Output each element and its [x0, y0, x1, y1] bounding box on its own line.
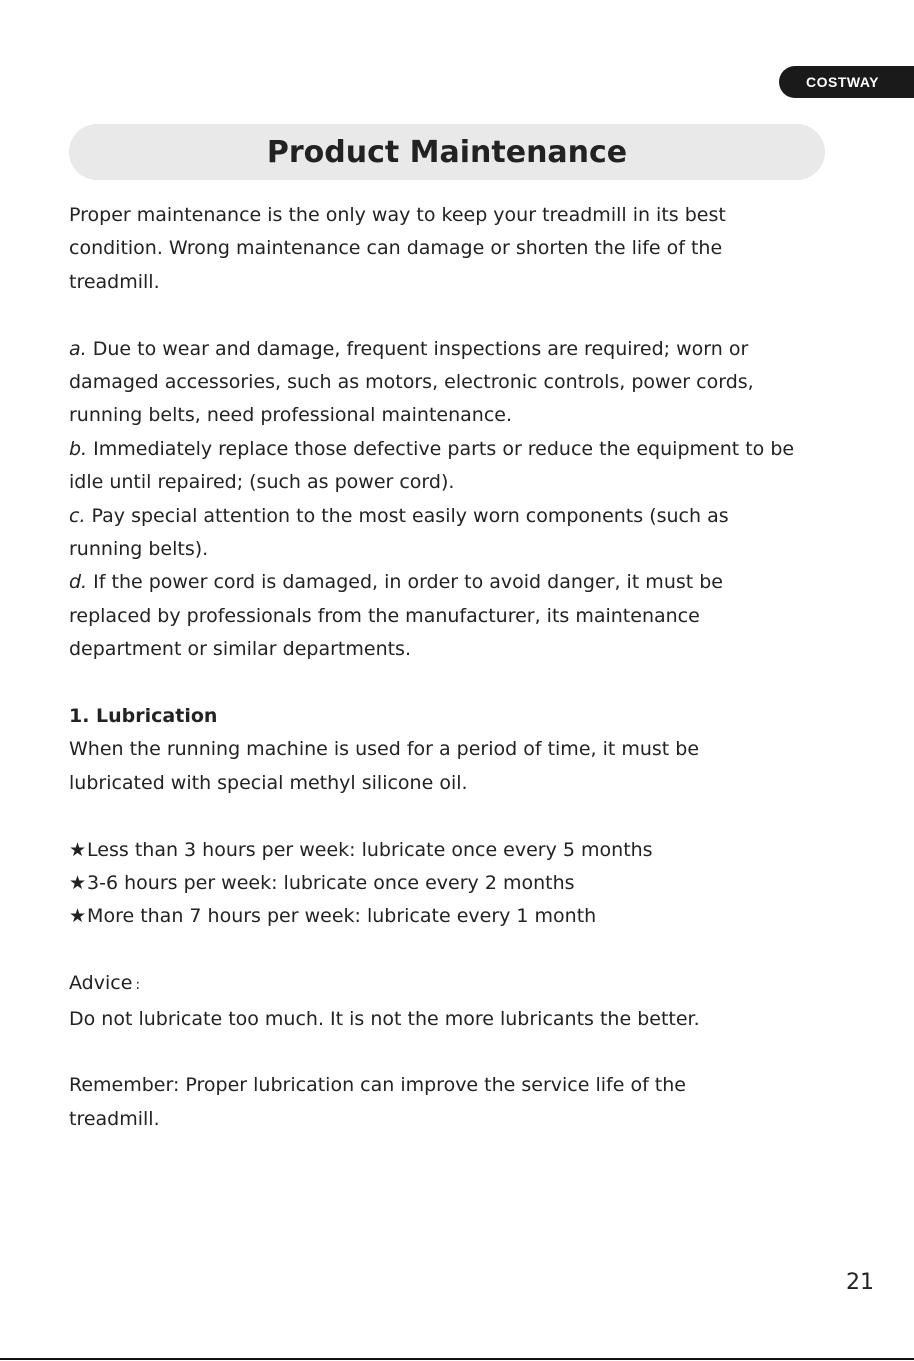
item-letter: c.	[69, 504, 86, 527]
schedule-text: More than 7 hours per week: lubricate every 1 month	[87, 905, 597, 928]
item-text: Pay special attention to the most easily worn components (such as running belts).	[69, 504, 729, 561]
item-letter: a.	[69, 337, 87, 360]
schedule-item	[69, 834, 829, 867]
item-text: Immediately replace those defective parts or reduce the equipment to be idle until repaired; (such as power cord).	[69, 437, 795, 494]
item-letter: b.	[69, 437, 88, 460]
item-text: Due to wear and damage, frequent inspections are required; worn or damaged accessories, such as motors, electronic controls, power cords, running belts, need professional maintenance.	[69, 337, 754, 427]
brand-logo	[779, 66, 914, 98]
schedule-item	[69, 867, 829, 900]
page-title: Product Maintenance	[266, 134, 628, 170]
maintenance-item-b	[69, 433, 814, 500]
maintenance-item-c	[69, 500, 781, 567]
intro-paragraph: Proper maintenance is the only way to keep your treadmill in its best condition. Wrong maintenance can damage or shorten the life of the treadmill.	[69, 204, 726, 293]
star-icon: ★	[69, 838, 87, 861]
item-text: If the power cord is damaged, in order to avoid danger, it must be replaced by professionals from the manufacturer, its maintenance department or similar departments.	[69, 571, 723, 661]
star-icon: ★	[69, 872, 87, 895]
brand-label: COSTWAY	[806, 74, 879, 90]
page-number: 21	[846, 1270, 874, 1295]
star-icon: ★	[69, 905, 87, 928]
lubrication-text: When the running machine is used for a period of time, it must be lubricated with special methyl silicone oil.	[69, 738, 700, 794]
remember-note: Remember: Proper lubrication can improve the service life of the treadmill.	[69, 1074, 686, 1130]
schedule-text: Less than 3 hours per week: lubricate once every 5 months	[87, 838, 653, 861]
lubrication-heading: 1. Lubrication	[69, 705, 218, 728]
main-content	[69, 199, 829, 1136]
maintenance-item-a	[69, 333, 799, 433]
advice-text: Do not lubricate too much. It is not the more lubricants the better.	[69, 1007, 700, 1030]
title-banner	[69, 124, 825, 180]
schedule-item	[69, 900, 829, 933]
maintenance-item-d	[69, 566, 781, 666]
advice-label: Advice :	[69, 972, 141, 995]
schedule-text: 3-6 hours per week: lubricate once every 2 months	[87, 872, 575, 895]
bottom-divider	[0, 1358, 914, 1360]
item-letter: d.	[69, 571, 88, 594]
